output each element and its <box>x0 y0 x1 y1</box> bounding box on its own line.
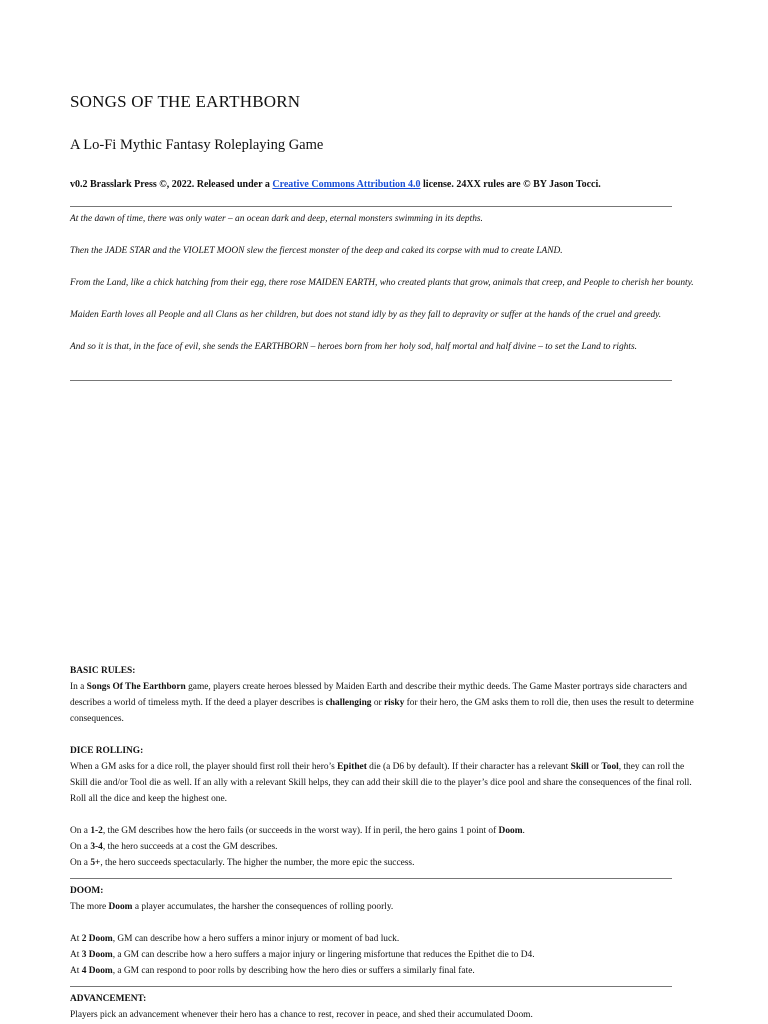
divider-lore-end <box>70 380 672 381</box>
doom-paragraph <box>70 899 698 915</box>
outcome-line <box>70 839 698 855</box>
text-run: or <box>588 762 602 772</box>
license-suffix: license. 24XX rules are © BY Jason Tocci. <box>420 179 601 190</box>
game-name: Songs Of The Earthborn <box>86 682 186 692</box>
outcome-range: 5+ <box>90 858 101 868</box>
lore-section <box>70 211 698 371</box>
lore-paragraph: Then the JADE STAR and the VIOLET MOON slew the fiercest monster of the deep and caked its corpse with mud to create LAND. <box>70 246 563 256</box>
text-run: At <box>70 966 82 976</box>
text-run: a player accumulates, the harsher the consequences of rolling poorly. <box>132 902 394 912</box>
text-run: . <box>522 826 525 836</box>
text-run: , a GM can describe how a hero suffers a major injury or lingering misfortune that reduces the Epithet die to D4. <box>112 950 535 960</box>
basic-rules-heading: BASIC RULES: <box>70 666 136 676</box>
advancement-paragraph: Players pick an advancement whenever their hero has a chance to rest, recover in peace, and shed their accumulated Doom. <box>70 1010 533 1020</box>
dice-rolling-heading: DICE ROLLING: <box>70 746 144 756</box>
keyword-challenging: challenging <box>325 698 372 708</box>
license-link[interactable]: Creative Commons Attribution 4.0 <box>272 179 421 190</box>
doom-level: 2 Doom <box>81 934 113 944</box>
divider-top <box>70 206 672 207</box>
lore-paragraph: And so it is that, in the face of evil, she sends the EARTHBORN – heroes born from her holy sod, half mortal and half divine – to set the Land to rights. <box>70 342 637 352</box>
divider-doom <box>70 878 672 879</box>
page-subtitle: A Lo-Fi Mythic Fantasy Roleplaying Game <box>70 137 324 153</box>
text-run: game, players create heroes blessed by Maiden Earth and describe their mythic deeds. The Game Master portrays side characters and describes a world of timeless myth. If the deed a player describes is <box>70 682 687 708</box>
keyword-doom: Doom <box>108 902 133 912</box>
text-run: On a <box>70 826 91 836</box>
doom-level-line <box>70 931 698 947</box>
text-run: , GM can describe how a hero suffers a minor injury or moment of bad luck. <box>112 934 400 944</box>
outcome-line <box>70 855 698 871</box>
text-run: When a GM asks for a dice roll, the player should first roll their hero’s <box>70 762 338 772</box>
divider-advancement <box>70 986 672 987</box>
keyword-epithet: Epithet <box>337 762 367 772</box>
outcome-range: 3-4 <box>90 842 103 852</box>
text-run: At <box>70 934 82 944</box>
text-run: At <box>70 950 82 960</box>
keyword-tool: Tool <box>601 762 619 772</box>
doom-level: 3 Doom <box>81 950 113 960</box>
doom-level-line <box>70 947 698 963</box>
text-run: , the GM describes how the hero fails (or succeeds in the worst way). If in peril, the hero gains 1 point of <box>102 826 499 836</box>
text-run: , a GM can respond to poor rolls by describing how the hero dies or suffers a similarly final fate. <box>112 966 475 976</box>
lore-paragraph: From the Land, like a chick hatching from their egg, there rose MAIDEN EARTH, who created plants that grow, animals that creep, and People to cherish her bounty. <box>70 278 694 288</box>
doom-level: 4 Doom <box>81 966 113 976</box>
text-run: for their hero, the GM asks them to roll die, then uses the result to determine consequences. <box>70 698 694 724</box>
lore-paragraph: At the dawn of time, there was only water – an ocean dark and deep, eternal monsters swimming in its depths. <box>70 214 483 224</box>
license-line <box>70 179 601 190</box>
basic-rules-paragraph <box>70 679 698 727</box>
page-title: SONGS OF THE EARTHBORN <box>70 92 301 111</box>
outcome-range: 1-2 <box>90 826 103 836</box>
lore-paragraph: Maiden Earth loves all People and all Clans as her children, but does not stand idly by as they fall to depravity or suffer at the hands of the cruel and greedy. <box>70 310 662 320</box>
doom-heading: DOOM: <box>70 886 104 896</box>
text-run: In a <box>70 682 87 692</box>
text-run: , the hero succeeds spectacularly. The higher the number, the more epic the success. <box>100 858 415 868</box>
keyword-skill: Skill <box>570 762 589 772</box>
dice-rolling-paragraph <box>70 759 698 807</box>
keyword-risky: risky <box>384 698 405 708</box>
text-run: , the hero succeeds at a cost the GM describes. <box>102 842 278 852</box>
text-run: On a <box>70 842 91 852</box>
advancement-heading: ADVANCEMENT: <box>70 994 147 1004</box>
keyword-doom: Doom <box>498 826 523 836</box>
text-run: The more <box>70 902 109 912</box>
doom-level-line <box>70 963 698 979</box>
text-run: On a <box>70 858 91 868</box>
text-run: , they can roll the Skill die and/or Tool die as well. If an ally with a relevant Skill helps, they can add their skill die to the player’s dice pool and share the consequences of the final roll. Roll all the dice and keep the highest one. <box>70 762 692 804</box>
text-run: die (a D6 by default). If their character has a relevant <box>366 762 571 772</box>
outcome-line <box>70 823 698 839</box>
license-prefix: v0.2 Brasslark Press ©, 2022. Released under a <box>70 179 273 190</box>
document-page <box>70 0 698 1024</box>
text-run: or <box>371 698 384 708</box>
rules-section <box>70 663 698 1023</box>
